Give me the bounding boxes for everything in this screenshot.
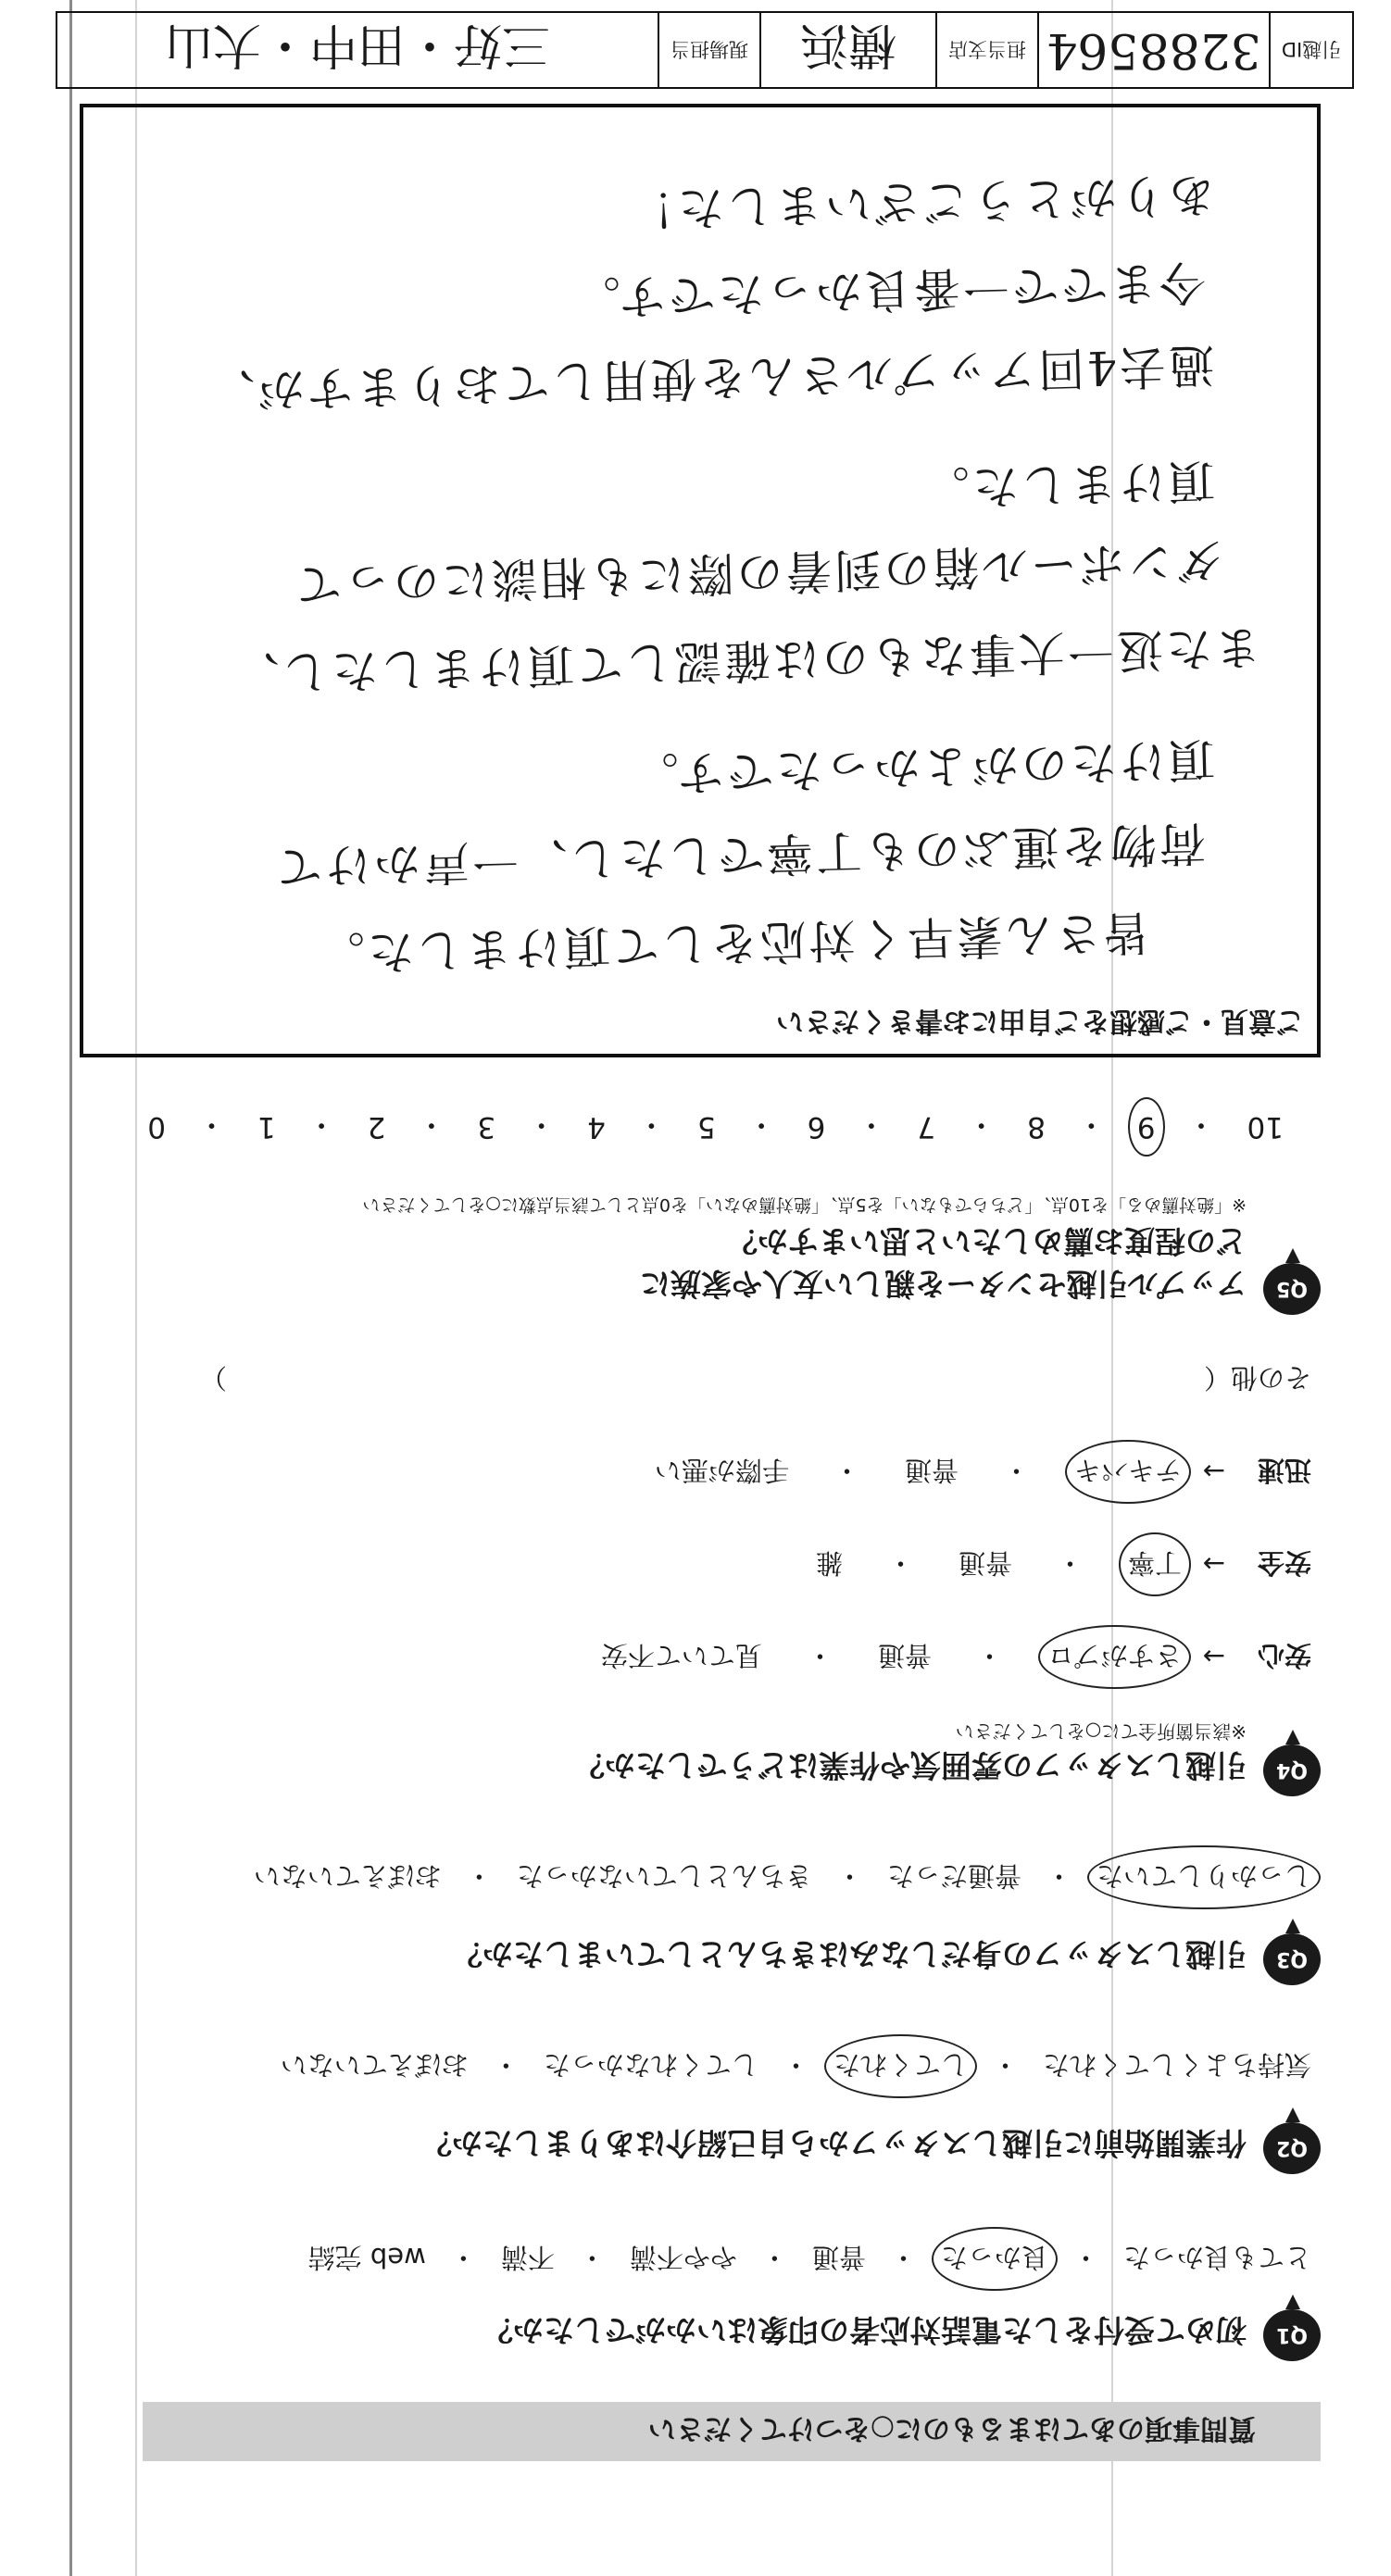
comment-line-3: 頂けたのがよかったです。 — [629, 732, 1216, 802]
move-id-label: 引越ID — [1269, 13, 1352, 87]
question-5 — [143, 1093, 1321, 1315]
q4-anshin-option-1-selected[interactable]: さすがプロ — [1047, 1638, 1182, 1676]
q5-score-4[interactable]: 4 — [587, 1110, 606, 1144]
q4-jinsoku-option-1-selected[interactable]: テキパキ — [1074, 1453, 1182, 1491]
q1-option-2-selected[interactable]: 良かった — [941, 2240, 1048, 2278]
q5-scale: 10 ・ 9 ・ 8 ・ 7 ・ 6 ・ 5 ・ 4 ・ 3 ・ 2 ・ 1 ・ 0 — [147, 1107, 1284, 1144]
q2-badge: Q2 — [1263, 2122, 1321, 2174]
question-3 — [143, 1860, 1321, 1985]
q5-score-0[interactable]: 0 — [147, 1110, 166, 1144]
q3-option-3[interactable]: きちんとしていなかった — [516, 1860, 812, 1892]
staff-label: 現場担当 — [658, 13, 759, 87]
q5-text-line1: アップル引越センターを親しい友人や家族に — [639, 1266, 1247, 1302]
q5-note: ※「絶対薦める」を10点、「どちらでもない」を5点、「絶対薦めない」を0点として該当点数に○をしてください — [362, 1194, 1247, 1215]
branch-label: 担当支店 — [935, 13, 1037, 87]
q1-option-6[interactable]: web 完結 — [307, 2242, 426, 2273]
question-4 — [143, 1362, 1321, 1796]
instruction-banner — [143, 2402, 1321, 2461]
arrow-right-icon: → — [1202, 1456, 1226, 1488]
q4-anzen-option-3[interactable]: 雑 — [815, 1547, 843, 1579]
q4-badge: Q4 — [1263, 1744, 1321, 1796]
q2-option-1[interactable]: 気持ちよくしてくれた — [1042, 2049, 1311, 2081]
q1-option-1[interactable]: とても良かった — [1122, 2242, 1311, 2273]
q4-row-jinsoku: 迅速 → テキパキ ・ 普通 ・ 手際が悪い — [655, 1453, 1311, 1491]
q5-score-8[interactable]: 8 — [1027, 1110, 1046, 1144]
q4-text: 引越しスタッフの雰囲気や作業はどうでしたか？ — [574, 1747, 1247, 1783]
q4-row-anzen-label: 安全 — [1257, 1547, 1311, 1579]
q4-row-anshin: 安心 → さすがプロ ・ 普通 ・ 見ていて不安 — [601, 1638, 1311, 1676]
instruction-banner-text: 質問事項のあてはまるものに○をつけてください — [647, 2412, 1256, 2445]
page-edge — [69, 0, 72, 2576]
q4-row-jinsoku-label: 迅速 — [1257, 1455, 1311, 1486]
q1-option-4[interactable]: やや不満 — [629, 2242, 737, 2273]
q5-score-10[interactable]: 10 — [1247, 1110, 1284, 1144]
q3-badge: Q3 — [1263, 1933, 1321, 1985]
comment-line-1: 皆さん素早く対応をして頂けました。 — [315, 905, 1151, 981]
move-id-value: 3288564 — [1037, 13, 1269, 87]
q1-option-3[interactable]: 普通 — [811, 2242, 866, 2273]
q5-score-2[interactable]: 2 — [367, 1110, 386, 1144]
q5-score-1[interactable]: 1 — [257, 1110, 276, 1144]
question-1 — [143, 2242, 1321, 2361]
comment-line-2: 荷物を運ぶのも丁寧でしたし、一声かけて — [272, 815, 1207, 894]
q4-note: ※該当箇所全てに○をしてください — [955, 1720, 1247, 1743]
q5-score-6[interactable]: 6 — [807, 1110, 826, 1144]
comment-line-5: ダンボール箱の到着の際にも相談にのって — [292, 532, 1225, 612]
comment-line-7: 過去4回アップルさんを使用しておりますが、 — [206, 337, 1216, 419]
q4-other-label: その他（ — [1203, 1362, 1311, 1394]
q2-option-2-selected[interactable]: してくれた — [833, 2047, 968, 2085]
q1-option-5[interactable]: 不満 — [500, 2242, 555, 2273]
q4-row-other — [200, 1360, 1311, 1398]
branch-value: 横浜 — [759, 13, 935, 87]
q4-jinsoku-option-3[interactable]: 手際が悪い — [654, 1455, 789, 1486]
q4-anshin-option-3[interactable]: 見ていて不安 — [600, 1640, 762, 1671]
arrow-right-icon: → — [1202, 1548, 1226, 1581]
q3-text: 引越しスタッフの身だしなみはきちんとしていましたか？ — [452, 1936, 1247, 1972]
q5-score-3[interactable]: 3 — [477, 1110, 496, 1144]
arrow-right-icon: → — [1202, 1641, 1226, 1673]
q1-options: とても良かった ・ 良かった ・ 普通 ・ やや不満 ・ 不満 ・ web 完結 — [308, 2240, 1311, 2278]
staff-value: 三好・田中・大山 — [165, 17, 551, 73]
q1-badge: Q1 — [1263, 2309, 1321, 2361]
q2-text: 作業開始前に引越しスタッフから自己紹介はありましたか？ — [421, 2125, 1247, 2161]
q5-score-7[interactable]: 7 — [917, 1110, 936, 1144]
q3-option-2[interactable]: 普通だった — [886, 1860, 1021, 1892]
office-use-table — [56, 11, 1354, 89]
comment-box — [80, 104, 1321, 1057]
q4-row-anshin-label: 安心 — [1257, 1640, 1311, 1671]
q3-option-4[interactable]: おぼえていない — [253, 1860, 442, 1892]
comment-line-6: 頂けました。 — [920, 453, 1216, 516]
q2-option-3[interactable]: してくれなかった — [543, 2049, 758, 2081]
comment-line-9: ありがとうございました！ — [625, 167, 1216, 237]
q3-options: しっかりしていた ・ 普通だった ・ きちんとしていなかった ・ おぼえていない — [254, 1858, 1311, 1896]
comment-line-8: 今までで一番良かったです。 — [570, 255, 1207, 325]
q4-row-anzen: 安全 → 丁寧 ・ 普通 ・ 雑 — [816, 1545, 1311, 1583]
q4-jinsoku-option-2[interactable]: 普通 — [904, 1455, 959, 1486]
q2-options: 気持ちよくしてくれた ・ してくれた ・ してくれなかった ・ おぼえていない — [281, 2047, 1311, 2085]
q5-score-5[interactable]: 5 — [696, 1110, 716, 1144]
q5-score-9-selected[interactable]: 9 — [1136, 1110, 1156, 1144]
q5-text-line2: どの程度お薦めしたいと思いますか？ — [727, 1223, 1247, 1259]
q4-anshin-option-2[interactable]: 普通 — [877, 1640, 932, 1671]
q2-option-4[interactable]: おぼえていない — [280, 2049, 469, 2081]
q4-other-close: ） — [200, 1362, 228, 1394]
q4-anzen-option-2[interactable]: 普通 — [958, 1547, 1012, 1579]
q5-badge: Q5 — [1263, 1263, 1321, 1315]
comment-label: ご意見・ご感想をご自由にお書きください — [776, 1005, 1304, 1037]
question-2 — [143, 2049, 1321, 2174]
q4-anzen-option-1-selected[interactable]: 丁寧 — [1128, 1545, 1182, 1583]
q1-text: 初めて受付をした電話対応者の印象はいかがでしたか？ — [482, 2312, 1247, 2348]
comment-line-4: また返一大事なものは確認して頂けましたし、 — [230, 619, 1262, 701]
q3-option-1-selected[interactable]: しっかりしていた — [1097, 1858, 1311, 1896]
